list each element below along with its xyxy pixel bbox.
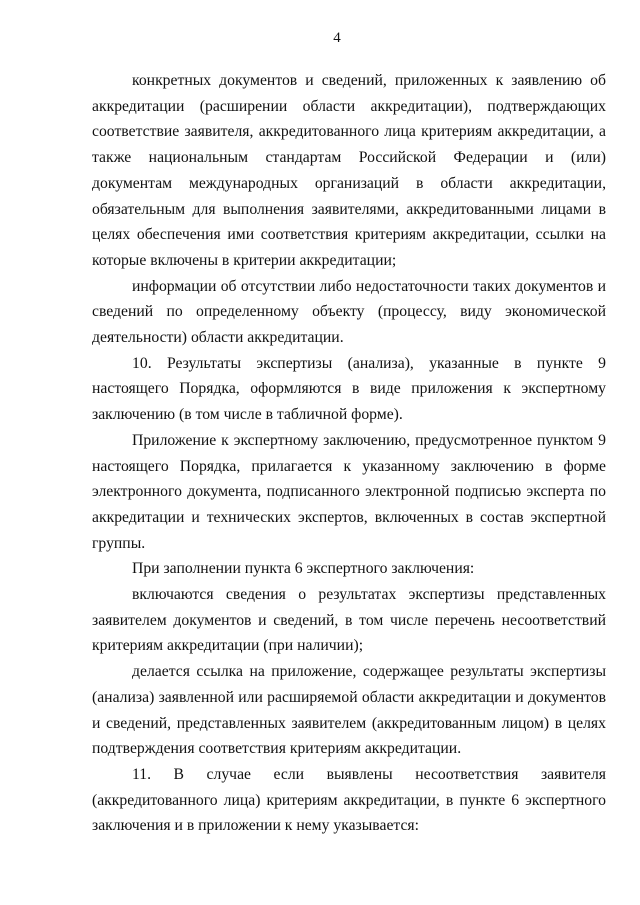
paragraph: конкретных документов и сведений, приложенных к заявлению об аккредитации (расширении области аккредитации), подтверждающих соответствие заявителя, аккредитованного лица критериям аккредитации, а также национальным стандартам Российской Федерации и (или) документам международных организаций в области аккредитации, обязательным для выполнения заявителями, аккредитованными лицами в целях обеспечения ими соответствия критериям аккредитации, ссылки на которые включены в критерии аккредитации; [92, 72, 606, 269]
paragraph: включаются сведения о результатах экспертизы представленных заявителем документов и сведений, в том числе перечень несоответствий критериям аккредитации (при наличии); [92, 586, 606, 655]
paragraph: 10. Результаты экспертизы (анализа), указанные в пункте 9 настоящего Порядка, оформляются в виде приложения к экспертному заключению (в том числе в табличной форме). [92, 354, 606, 424]
paragraph: Приложение к экспертному заключению, предусмотренное пунктом 9 настоящего Порядка, прилагается к указанному заключению в форме электронного документа, подписанного электронной подписью эксперта по аккредитации и технических экспертов, включенных в состав экспертной группы. [92, 431, 606, 552]
paragraph: информации об отсутствии либо недостаточности таких документов и сведений по определенному объекту (процессу, виду экономической деятельности) области аккредитации. [92, 277, 606, 347]
paragraph: 11. В случае если выявлены несоответствия заявителя (аккредитованного лица) критериям аккредитации, в пункте 6 экспертного заключения и в приложении к нему указывается: [92, 765, 606, 835]
page-number: 4 [333, 30, 341, 46]
paragraph: делается ссылка на приложение, содержащее результаты экспертизы (анализа) заявленной или расширяемой области аккредитации и документов и сведений, представленных заявителем (аккредитованным лицом) в целях подтверждения соответствия критериям аккредитации. [92, 663, 606, 758]
paragraph: При заполнении пункта 6 экспертного заключения: [132, 560, 475, 578]
